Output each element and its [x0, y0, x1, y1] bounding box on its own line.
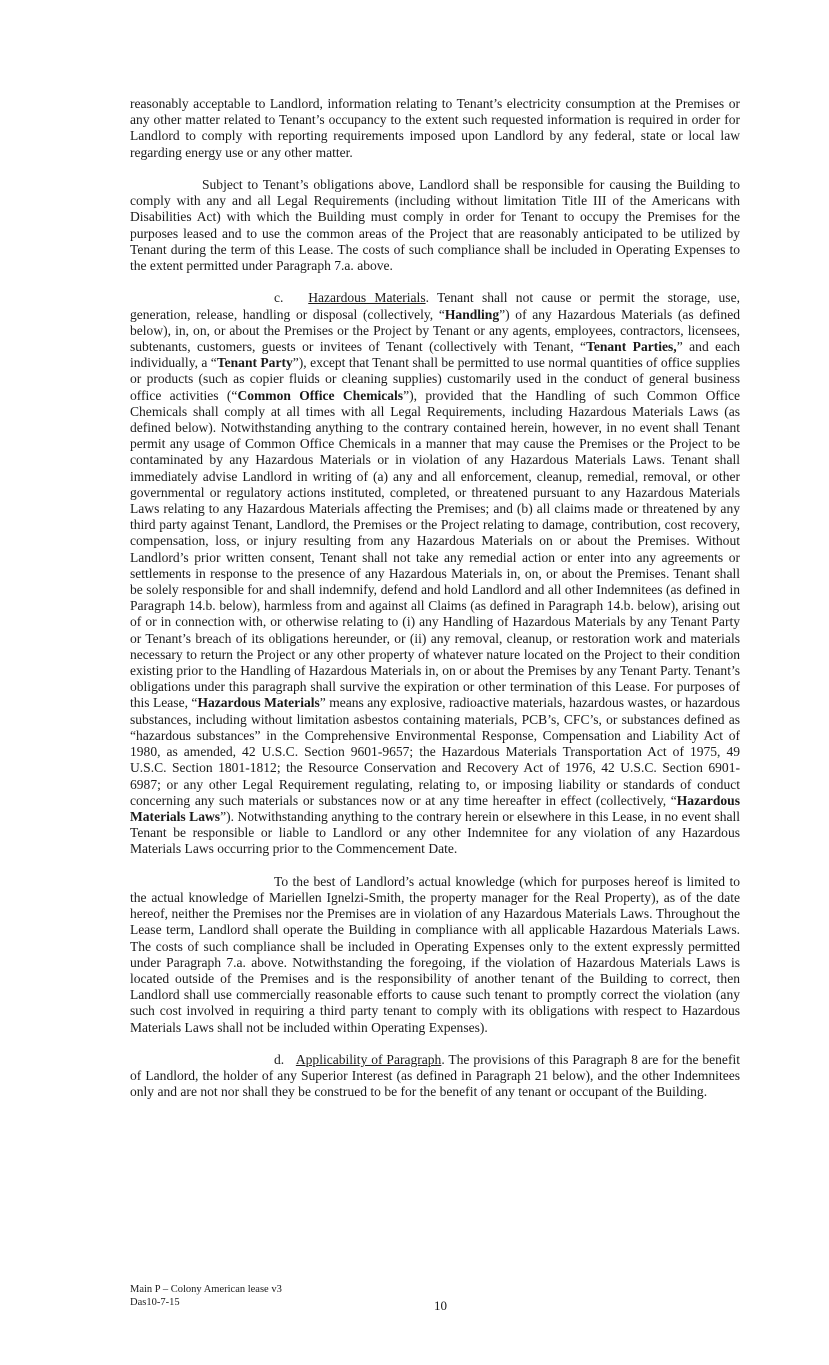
footer-document-code: Das10-7-15 — [130, 1297, 180, 1308]
text-run: ”), provided that the Handling of such Common Office Chemicals shall comply at all times with all Legal Requirements, including Hazardous Materials Laws (as defined below). Notwithstanding anything to the contrary contained herein, however, in no event shall Tenant permit any usage of Common Office Chemicals in a manner that may cause the Premises or the Project to be contaminated by any Hazardous Materials or in violation of any Hazardous Materials Laws. Tenant shall immediately advise Landlord in writing of (a) any and all enforcement, cleanup, remedial, removal, or other governmental or regulatory actions instituted, completed, or threatened pursuant to any Hazardous Materials Laws relating to any Hazardous Materials affecting the Premises; and (b) all claims made or threatened by any third party against Tenant, Landlord, the Premises or the Project relating to damage, contribution, cost recovery, compensation, loss, or injury resulting from any Hazardous Materials on or about the Premises. Without Landlord’s prior written consent, Tenant shall not take any remedial action or enter into any agreements or settlements in response to the presence of any Hazardous Materials in, on, or about the Premises. Tenant shall be solely responsible for and shall indemnify, defend and hold Landlord and all other Indemnitees (as defined in Paragraph 14.b. below), harmless from and against all Claims (as defined in Paragraph 14.b. below), arising out of or in connection with, or otherwise relating to (i) any Handling of Hazardous Materials by any Tenant Party or Tenant’s breach of its obligations hereunder, or (ii) any removal, cleanup, or restoration work and materials necessary to return the Project or any other property of whatever nature located on the Project to their condition existing prior to the Handling of Hazardous Materials in, on or about the Premises by any Tenant Party. Tenant’s obligations under this paragraph shall survive the expiration or other termination of this Lease. For purposes of this Lease, “ — [130, 387, 740, 711]
paragraph-legal-requirements — [130, 177, 740, 274]
text-run: . Tenant shall not cause or permit the storage, use, generation, release, handling or disposal (collectively, “ — [130, 290, 740, 322]
text-run: ”) of any Hazardous Materials (as defined below), in, on, or about the Premises or the Project by Tenant or any agents, employees, contractors, licensees, subtenants, customers, guests or invitees of Tenant (collectively with Tenant, “ — [130, 306, 740, 355]
section-heading: Applicability of Paragraph — [295, 1051, 442, 1067]
paragraph-applicability — [130, 1052, 740, 1101]
defined-term: Hazardous Materials Laws — [130, 792, 740, 824]
text-run: ” and each individually, a “ — [130, 339, 740, 371]
text-run: ” means any explosive, radioactive materials, hazardous wastes, or hazardous substances, including without limitation asbestos containing materials, PCB’s, CFC’s, or substances defined as “hazardous substances” in the Comprehensive Environmental Response, Compensation and Liability Act of 1980, as amended, 42 U.S.C. Section 9601-9657; the Hazardous Materials Transportation Act of 1975, 49 U.S.C. Section 1801-1812; the Resource Conservation and Recovery Act of 1976, 42 U.S.C. Section 6901-6987; or any other Legal Requirement regulating, relating to, or imposing liability or standards of conduct concerning any such materials or substances now or at any time hereafter in effect (collectively, “ — [130, 695, 740, 808]
defined-term: Handling — [444, 306, 500, 322]
paragraph-text: To the best of Landlord’s actual knowledge (which for purposes hereof is limited to the actual knowledge of Mariellen Ignelzi-Smith, the property manager for the Real Property), as of the date hereof, neither the Premises nor the Premises are in violation of any Hazardous Materials Laws. Throughout the Lease term, Landlord shall operate the Building in compliance with all applicable Hazardous Materials Laws. The costs of such compliance shall be included in Operating Expenses only to the extent expressly permitted under Paragraph 7.a. above. Notwithstanding the foregoing, if the violation of Hazardous Materials Laws is located outside of the Premises and is the responsibility of another tenant of the Building to correct, then Landlord shall use commercially reasonable efforts to cause such tenant to promptly correct the violation (any such cost involved in requiring a third party tenant to comply with its obligations with respect to Hazardous Materials Laws shall not be included within Operating Expenses). — [130, 873, 740, 1035]
paragraph-landlord-knowledge — [130, 874, 740, 1036]
defined-term: Tenant Parties, — [586, 339, 677, 355]
section-heading: Hazardous Materials — [308, 290, 426, 306]
paragraph-hazardous-materials — [130, 290, 740, 857]
section-label: c. — [274, 290, 284, 306]
defined-term: Common Office Chemicals — [237, 387, 404, 403]
paragraph-electricity-reporting — [130, 96, 740, 161]
paragraph-text: Subject to Tenant’s obligations above, Landlord shall be responsible for causing the Building to comply with any and all Legal Requirements (including without limitation Title III of the Americans with Disabilities Act) with which the Building must comply in order for Tenant to occupy the Premises for the purposes leased and to use the common areas of the Project that are reasonably anticipated to be utilized by Tenant during the term of this Lease. The costs of such compliance shall be included in Operating Expenses to the extent permitted under Paragraph 7.a. above. — [130, 177, 740, 274]
paragraph-text: reasonably acceptable to Landlord, information relating to Tenant’s electricity consumption at the Premises or any other matter related to Tenant’s occupancy to the extent such requested information is required in order for Landlord to comply with reporting requirements imposed upon Landlord by any federal, state or local law regarding energy use or any other matter. — [130, 96, 740, 160]
page-body — [130, 96, 740, 1117]
page-footer — [130, 1283, 282, 1309]
text-run: ”), except that Tenant shall be permitted to use normal quantities of office supplies or products (such as copier fluids or cleaning supplies) customarily used in the conduct of general business office activities (“ — [130, 355, 741, 403]
footer-document-name: Main P – Colony American lease v3 — [130, 1284, 282, 1295]
text-run: ”). Notwithstanding anything to the contrary herein or elsewhere in this Lease, in no event shall Tenant be responsible or liable to Landlord or any other Indemnitee for any violation of any Hazardous Materials Laws occurring prior to the Commencement Date. — [130, 808, 741, 857]
text-run: . The provisions of this Paragraph 8 are for the benefit of Landlord, the holder of any Superior Interest (as defined in Paragraph 21 below), and the other Indemnitees only and are not nor shall they be construed to be for the benefit of any tenant or occupant of the Building. — [130, 1051, 740, 1100]
defined-term: Tenant Party — [216, 355, 293, 371]
section-label: d. — [274, 1051, 285, 1067]
defined-term: Hazardous Materials — [197, 695, 320, 711]
page-number: 10 — [434, 1298, 447, 1313]
